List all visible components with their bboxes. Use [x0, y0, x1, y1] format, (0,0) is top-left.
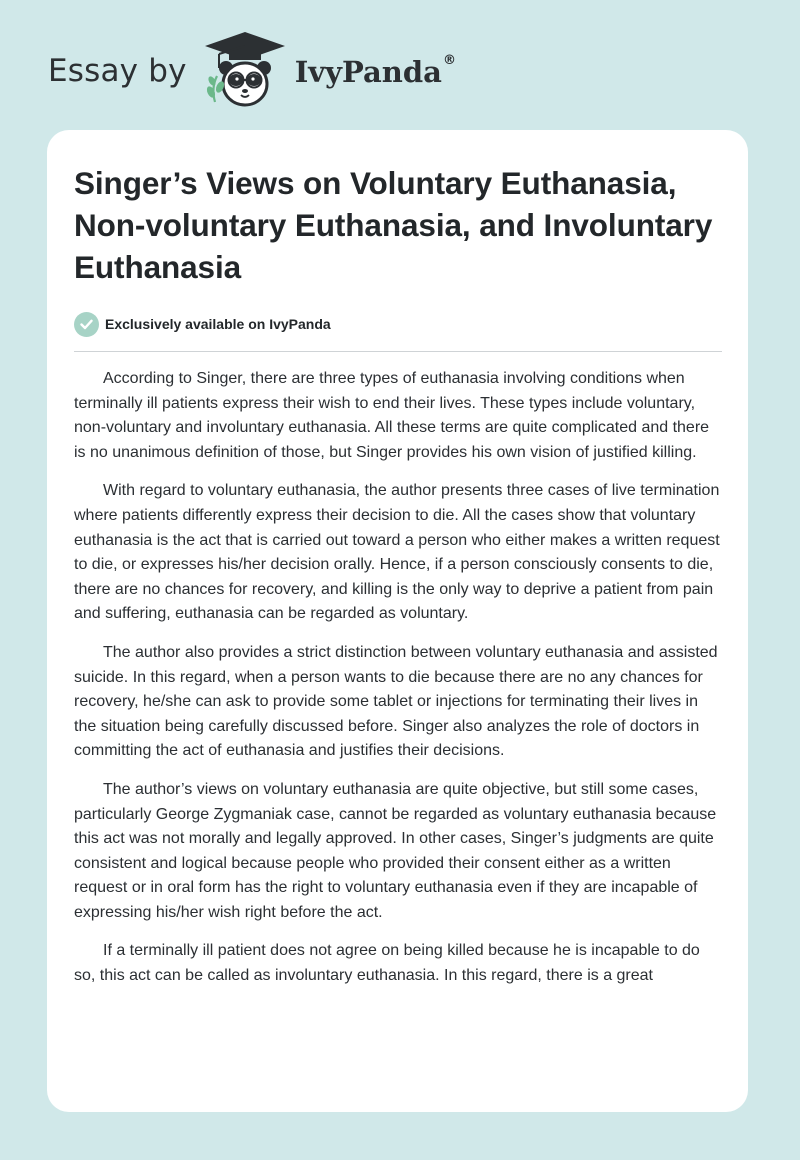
- paragraph: According to Singer, there are three types of euthanasia involving conditions when terminally ill patients express their wish to end their lives. These types include voluntary, non-voluntary and involuntary euthanasia. All these terms are quite complicated and there is no unanimous definition of those, but Singer provides his own vision of justified killing.: [74, 370, 710, 461]
- essay-card: [47, 130, 748, 1112]
- site-header: [48, 30, 456, 110]
- paragraph: The author also provides a strict distinction between voluntary euthanasia and assisted suicide. In this regard, when a person wants to die because there are no any chances for recovery, he/she can ask to provide some tablet or injections for terminating their lives in the situation being carefully discussed before. Singer also analyzes the role of doctors in committing the act of euthanasia and justifies their decisions.: [74, 643, 718, 760]
- paragraph: If a terminally ill patient does not agree on being killed because he is incapable to do so, this act can be called as involuntary euthanasia. In this regard, there is a great: [74, 942, 700, 985]
- essay-body: [74, 367, 722, 989]
- exclusive-label: Exclusively available on IvyPanda: [105, 316, 331, 332]
- brand-name-text: IvyPanda: [294, 55, 442, 89]
- panda-logo-icon[interactable]: [201, 30, 289, 110]
- title-divider: [74, 351, 722, 352]
- essay-title: Singer’s Views on Voluntary Euthanasia, Non-voluntary Euthanasia, and Involuntary Euthanasia: [74, 165, 713, 285]
- brand-name[interactable]: [295, 55, 456, 89]
- exclusive-badge: [74, 310, 722, 338]
- paragraph: The author’s views on voluntary euthanasia are quite objective, but still some cases, particularly George Zygmaniak case, cannot be regarded as voluntary euthanasia because this act was not morally and legally approved. In other cases, Singer’s judgments are quite consistent and logical because people who provided their consent either as a written request or in oral form has the right to voluntary euthanasia even if they are incapable of expressing his/her wish right before the act.: [74, 780, 717, 921]
- essay-by-label: Essay by: [48, 53, 187, 89]
- paragraph: With regard to voluntary euthanasia, the author presents three cases of live termination where patients differently express their decision to die. All the cases show that voluntary euthanasia is the act that is carried out toward a person who either makes a written request to die, or expresses his/her decision orally. Hence, if a person consciously consents to die, there are no chances for recovery, and killing is the only way to deprive a patient from pain and suffering, euthanasia can be regarded as voluntary.: [74, 482, 720, 623]
- checkmark-icon: [74, 312, 99, 337]
- registered-mark: ®: [442, 53, 456, 68]
